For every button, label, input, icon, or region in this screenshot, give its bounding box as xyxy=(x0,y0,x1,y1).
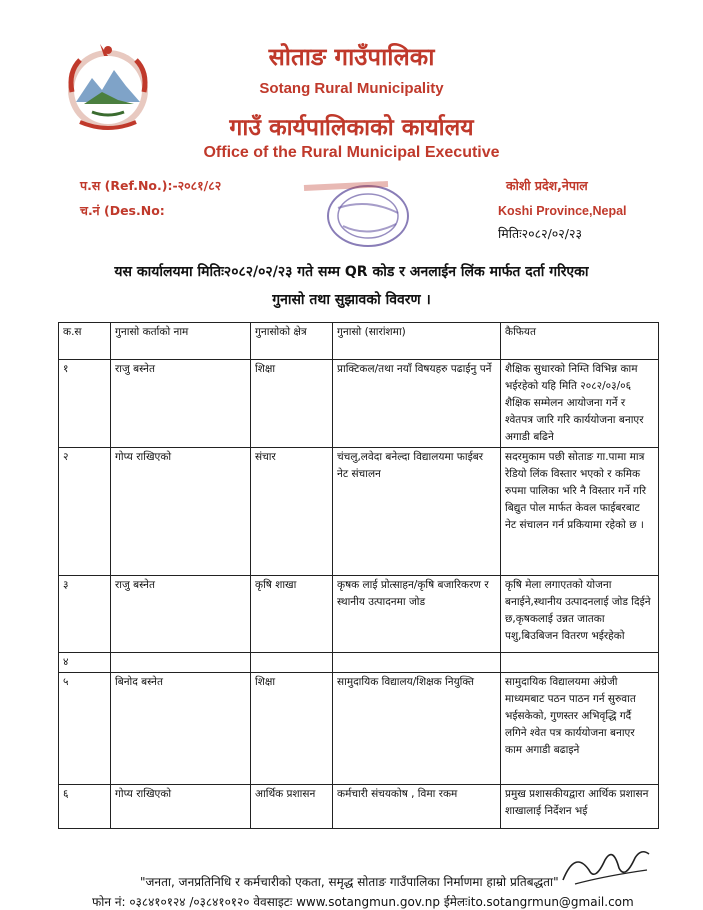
cell-remark: प्रमुख प्रशासकीयद्वारा आर्थिक प्रशासन शाखालाई निर्देशन भई xyxy=(501,785,659,829)
cell-name: गोप्य राखिएको xyxy=(111,448,251,576)
province-np: कोशी प्रदेश,नेपाल xyxy=(506,178,588,193)
cell-area xyxy=(251,653,333,673)
notice-line-2: गुनासो तथा सुझावको विवरण । xyxy=(272,292,431,308)
cell-remark xyxy=(501,653,659,673)
table-row xyxy=(59,785,659,829)
office-title-en: Office of the Rural Municipal Executive xyxy=(203,144,500,161)
table-row xyxy=(59,576,659,653)
municipality-title-np: सोताङ गाउँपालिका xyxy=(268,43,435,71)
cell-sn: ४ xyxy=(59,653,111,673)
header-remark: कैफियत xyxy=(501,323,659,360)
signature-icon xyxy=(555,840,655,890)
cell-sn: १ xyxy=(59,360,111,448)
cell-summary xyxy=(333,653,501,673)
cell-summary: सामुदायिक विद्यालय/शिक्षक नियुक्ति xyxy=(333,673,501,785)
office-title-np: गाउँ कार्यपालिकाको कार्यालय xyxy=(229,115,474,141)
header-name: गुनासो कर्ताको नाम xyxy=(111,323,251,360)
cell-name: गोप्य राखिएको xyxy=(111,785,251,829)
dispatch-number: च.नं (Des.No: xyxy=(80,203,165,218)
table-row xyxy=(59,448,659,576)
cell-summary: चंचलु,लवेदा बनेल्दा विद्यालयमा फाईबर नेट संचालन xyxy=(333,448,501,576)
cell-area: शिक्षा xyxy=(251,673,333,785)
table-header-row xyxy=(59,323,659,360)
table-row xyxy=(59,653,659,673)
cell-sn: २ xyxy=(59,448,111,576)
table-row xyxy=(59,360,659,448)
header-sn: क.स xyxy=(59,323,111,360)
province-en: Koshi Province,Nepal xyxy=(498,204,627,218)
cell-name xyxy=(111,653,251,673)
header-summary: गुनासो (सारांशमा) xyxy=(333,323,501,360)
office-stamp-icon xyxy=(298,168,413,250)
cell-area: शिक्षा xyxy=(251,360,333,448)
cell-remark: सामुदायिक विद्यालयमा अंग्रेजी माध्यमबाट पठन पाठन गर्न सुरुवात भईसकेको, गुणस्तर अभिवृद्धि गर्दै लगिने श्वेत पत्र कार्ययोजना बनाएर काम अगाडी बढाइने xyxy=(501,673,659,785)
table-row xyxy=(59,673,659,785)
cell-summary: कर्मचारी संचयकोष , विमा रकम xyxy=(333,785,501,829)
reference-number: प.स (Ref.No.):-२०८१/८२ xyxy=(80,178,222,193)
cell-remark: शैक्षिक सुधारको निम्ति विभिन्न काम भईरहेको यहि मिति २०८२/०३/०६ शैक्षिक सम्मेलन आयोजना गर्ने र श्वेतपत्र जारि गरि कार्ययोजना बनाएर अगाडी बढिने xyxy=(501,360,659,448)
cell-sn: ५ xyxy=(59,673,111,785)
cell-remark: सदरमुकाम पछी सोताङ गा.पामा मात्र रेडियो लिंक विस्तार भएको र कमिक रुपमा पालिका भरि नै विस्तार गर्ने गरि बिद्युत पोल मार्फत केवल फाईबरबाट नेट संचालन गर्न प्रकियामा रहेको छ । xyxy=(501,448,659,576)
cell-sn: ३ xyxy=(59,576,111,653)
cell-area: संचार xyxy=(251,448,333,576)
cell-summary: कृषक लाई प्रोत्साहन/कृषि बजारिकरण र स्थानीय उत्पादनमा जोड xyxy=(333,576,501,653)
footer-slogan: "जनता, जनप्रतिनिधि र कर्मचारीको एकता, समृद्ध सोताङ गाउँपालिका निर्माणमा हाम्रो प्रतिबद्धता" xyxy=(140,875,559,889)
cell-summary: प्राक्टिकल/तथा नयाँ विषयहरु पढाईनु पर्ने xyxy=(333,360,501,448)
letterhead xyxy=(0,0,703,250)
cell-remark: कृषि मेला लगाएतको योजना बनाईने,स्थानीय उत्पादनलाई जोड दिईने छ,कृषकलाई उन्नत जातका पशु,बिउबिजन वितरण भईरहेको xyxy=(501,576,659,653)
footer-contact: फोन नं: ०३८४१०१२४ /०३८४१०१२० वेवसाइटः www.sotangmun.gov.np ईमेलःito.sotangrmun@gmail.com xyxy=(92,895,634,909)
letter-date: मितिः२०८२/०२/२३ xyxy=(498,226,583,241)
cell-area: आर्थिक प्रशासन xyxy=(251,785,333,829)
header-area: गुनासोको क्षेत्र xyxy=(251,323,333,360)
cell-name: राजु बस्नेत xyxy=(111,576,251,653)
notice-line-1: यस कार्यालयमा मितिः२०८२/०२/२३ गते सम्म QR कोड र अनलाईन लिंक मार्फत दर्ता गरिएका xyxy=(114,264,589,280)
municipality-title-en: Sotang Rural Municipality xyxy=(259,80,444,97)
cell-area: कृषि शाखा xyxy=(251,576,333,653)
cell-sn: ६ xyxy=(59,785,111,829)
cell-name: बिनोद बस्नेत xyxy=(111,673,251,785)
grievance-table xyxy=(58,322,659,829)
cell-name: राजु बस्नेत xyxy=(111,360,251,448)
